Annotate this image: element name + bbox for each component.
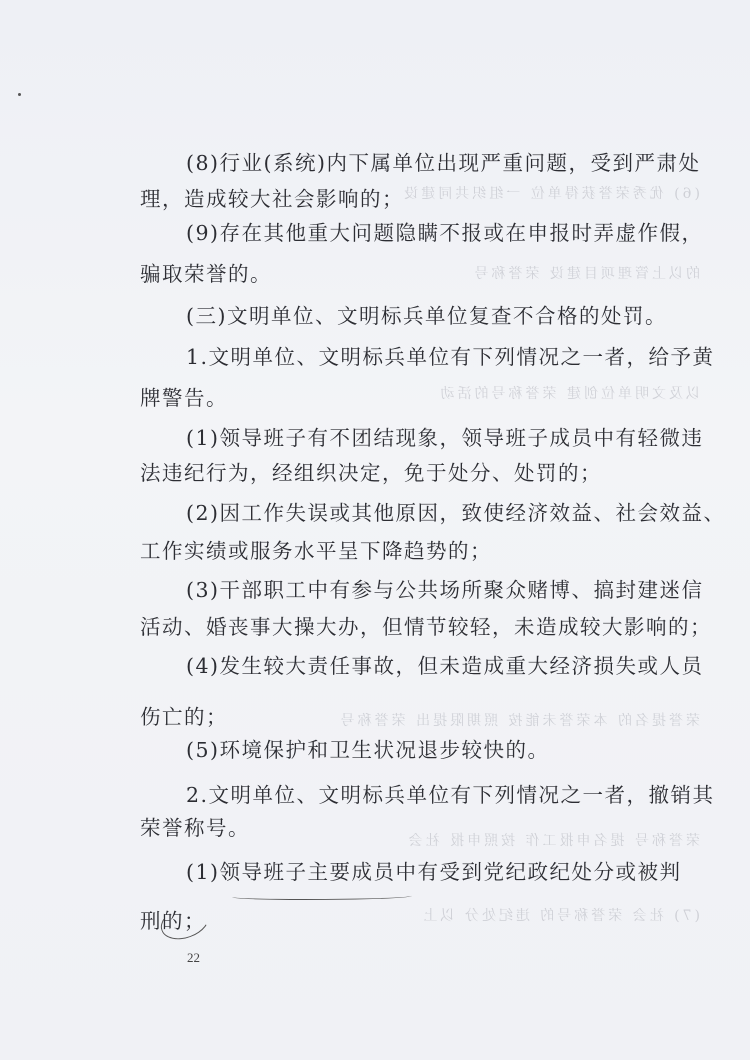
handwritten-underline bbox=[232, 893, 412, 900]
show-through-text: 以及文明单位创建 荣誉称号的活动 bbox=[437, 386, 700, 402]
text-line: 荣誉称号。 bbox=[140, 816, 250, 840]
text-line: 活动、婚丧事大操大办，但情节较轻，未造成较大影响的； bbox=[140, 615, 712, 639]
text-line: 牌警告。 bbox=[140, 386, 228, 410]
text-line: (3)干部职工中有参与公共场所聚众赌博、搞封建迷信 bbox=[186, 578, 704, 602]
show-through-text: (7) 社会 荣誉称号的 违纪处分 以上 bbox=[420, 908, 700, 924]
show-through-text: 荣誉称号 提名申报工作 按照申报 社会 bbox=[405, 833, 700, 849]
text-line: (1)领导班子有不团结现象，领导班子成员中有轻微违 bbox=[186, 426, 704, 450]
section-heading: (三)文明单位、文明标兵单位复查不合格的处罚。 bbox=[186, 304, 667, 328]
show-through-text: (6) 优秀荣誉获得单位 一组织共同建设 bbox=[401, 186, 700, 202]
text-line: 理，造成较大社会影响的； bbox=[140, 187, 404, 211]
show-through-text: 的以上管理项目建设 荣誉称号 bbox=[471, 266, 700, 282]
text-line: (8)行业(系统)内下属单位出现严重问题，受到严肃处 bbox=[186, 151, 701, 175]
text-line: 法违纪行为，经组织决定，免于处分、处罚的； bbox=[140, 461, 602, 485]
text-line: 2.文明单位、文明标兵单位有下列情况之一者，撤销其 bbox=[186, 783, 715, 807]
text-line: 刑的； bbox=[140, 909, 206, 933]
page-number: 22 bbox=[187, 950, 200, 965]
text-line: 1.文明单位、文明标兵单位有下列情况之一者，给予黄 bbox=[186, 345, 715, 369]
text-line: 工作实绩或服务水平呈下降趋势的； bbox=[140, 539, 492, 563]
text-line: 伤亡的； bbox=[140, 705, 228, 729]
show-through-text: 荣誉提名的 本荣誉未能按 照期限提出 荣誉称号 bbox=[337, 713, 700, 729]
text-line: 骗取荣誉的。 bbox=[140, 262, 272, 286]
text-line: (9)存在其他重大问题隐瞒不报或在申报时弄虚作假， bbox=[186, 221, 704, 245]
text-line: (4)发生较大责任事故，但未造成重大经济损失或人员 bbox=[186, 654, 704, 678]
scan-speck bbox=[18, 93, 21, 96]
text-line: (1)领导班子主要成员中有受到党纪政纪处分或被判 bbox=[186, 860, 682, 884]
text-line: (5)环境保护和卫生状况退步较快的。 bbox=[186, 738, 550, 762]
text-line: (2)因工作失误或其他原因，致使经济效益、社会效益、 bbox=[186, 501, 726, 525]
